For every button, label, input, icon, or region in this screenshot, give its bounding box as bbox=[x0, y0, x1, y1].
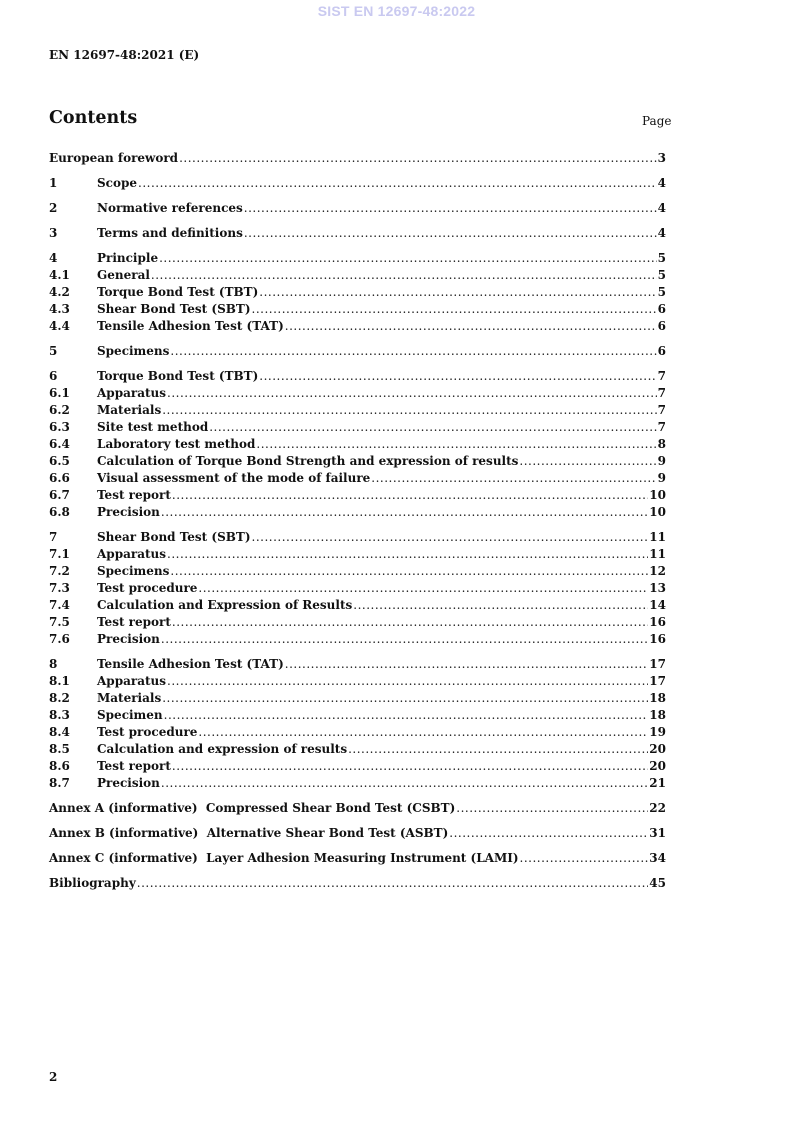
toc-entry[interactable] bbox=[49, 656, 666, 673]
toc-entry-title: Apparatus bbox=[97, 386, 166, 400]
toc-group bbox=[49, 200, 666, 217]
toc-entry[interactable] bbox=[49, 175, 666, 192]
toc-group bbox=[49, 529, 666, 648]
toc-entry-title: Materials bbox=[97, 691, 162, 705]
toc-entry-page: 4 bbox=[657, 176, 666, 190]
toc-dot-leader bbox=[256, 436, 656, 453]
toc-entry-page: 20 bbox=[649, 742, 666, 756]
toc-dot-leader bbox=[170, 563, 648, 580]
toc-dot-leader bbox=[172, 758, 648, 775]
toc-dot-leader bbox=[161, 775, 648, 792]
document-id: EN 12697-48:2021 (E) bbox=[49, 48, 200, 62]
toc-dot-leader bbox=[161, 631, 648, 648]
toc-entry-page: 5 bbox=[657, 268, 666, 282]
contents-heading: Contents bbox=[49, 108, 138, 128]
toc-group bbox=[49, 850, 666, 867]
toc-entry-page: 4 bbox=[657, 201, 666, 215]
toc-entry[interactable] bbox=[49, 402, 666, 419]
toc-dot-leader bbox=[198, 724, 648, 741]
toc-entry-title: Test procedure bbox=[97, 581, 198, 595]
toc-entry-title: Test report bbox=[97, 488, 171, 502]
toc-group bbox=[49, 150, 666, 167]
toc-entry-number: 6.5 bbox=[49, 454, 70, 468]
toc-entry-number: 4.2 bbox=[49, 285, 70, 299]
toc-entry-page: 3 bbox=[657, 151, 666, 165]
toc-entry-page: 18 bbox=[649, 691, 666, 705]
toc-entry[interactable] bbox=[49, 267, 666, 284]
toc-entry-title: Torque Bond Test (TBT) bbox=[97, 369, 259, 383]
toc-entry-title: General bbox=[97, 268, 150, 282]
toc-entry[interactable] bbox=[49, 301, 666, 318]
toc-entry[interactable] bbox=[49, 529, 666, 546]
toc-group bbox=[49, 368, 666, 521]
toc-entry[interactable] bbox=[49, 419, 666, 436]
toc-dot-leader bbox=[259, 284, 656, 301]
toc-entry-title: Principle bbox=[97, 251, 159, 265]
toc-entry-number: 6.4 bbox=[49, 437, 70, 451]
toc-entry-number: 7.4 bbox=[49, 598, 70, 612]
toc-entry-number: 8.7 bbox=[49, 776, 70, 790]
toc-entry-page: 7 bbox=[657, 369, 666, 383]
toc-entry-number: 4.3 bbox=[49, 302, 70, 316]
toc-entry[interactable] bbox=[49, 470, 666, 487]
toc-entry-page: 31 bbox=[649, 826, 666, 840]
toc-entry-page: 9 bbox=[657, 471, 666, 485]
toc-dot-leader bbox=[449, 825, 648, 842]
toc-entry-title: Terms and definitions bbox=[97, 226, 243, 240]
toc-entry-title: Bibliography bbox=[49, 876, 136, 890]
toc-dot-leader bbox=[172, 487, 648, 504]
toc-entry[interactable] bbox=[49, 724, 666, 741]
toc-entry-number: 4.4 bbox=[49, 319, 70, 333]
toc-entry-number: 1 bbox=[49, 176, 58, 190]
toc-entry-page: 22 bbox=[649, 801, 666, 815]
toc-entry-number: 7.2 bbox=[49, 564, 70, 578]
toc-dot-leader bbox=[519, 453, 656, 470]
toc-entry-page: 18 bbox=[649, 708, 666, 722]
toc-dot-leader bbox=[179, 150, 657, 167]
toc-entry[interactable] bbox=[49, 284, 666, 301]
toc-group bbox=[49, 875, 666, 892]
toc-group bbox=[49, 343, 666, 360]
toc-entry[interactable] bbox=[49, 597, 666, 614]
toc-entry-page: 4 bbox=[657, 226, 666, 240]
toc-entry-number: 4.1 bbox=[49, 268, 70, 282]
toc-entry-page: 17 bbox=[649, 674, 666, 688]
toc-entry-title: Tensile Adhesion Test (TAT) bbox=[97, 657, 284, 671]
toc-dot-leader bbox=[285, 318, 657, 335]
toc-entry-number: 8 bbox=[49, 657, 58, 671]
toc-dot-leader bbox=[151, 267, 657, 284]
toc-entry-title: Specimens bbox=[97, 564, 170, 578]
toc-entry[interactable] bbox=[49, 707, 666, 724]
toc-dot-leader bbox=[285, 656, 649, 673]
watermark: SIST EN 12697-48:2022 bbox=[317, 3, 476, 19]
toc-group bbox=[49, 250, 666, 335]
toc-entry-title: European foreword bbox=[49, 151, 179, 165]
toc-entry-page: 14 bbox=[649, 598, 666, 612]
toc-entry-page: 9 bbox=[657, 454, 666, 468]
toc-dot-leader bbox=[170, 343, 656, 360]
toc-entry-number: 3 bbox=[49, 226, 58, 240]
toc-entry[interactable] bbox=[49, 318, 666, 335]
toc-dot-leader bbox=[353, 597, 648, 614]
toc-entry-title: Visual assessment of the mode of failure bbox=[97, 471, 371, 485]
toc-entry-page: 21 bbox=[649, 776, 666, 790]
toc-entry[interactable] bbox=[49, 775, 666, 792]
toc-entry-number: 2 bbox=[49, 201, 58, 215]
toc-entry-page: 16 bbox=[649, 615, 666, 629]
toc-dot-leader bbox=[371, 470, 656, 487]
toc-entry[interactable] bbox=[49, 614, 666, 631]
toc-entry-title: Annex A (informative) Compressed Shear Bond Test (CSBT) bbox=[49, 801, 456, 815]
toc-entry[interactable] bbox=[49, 250, 666, 267]
toc-entry-title: Annex B (informative) Alternative Shear Bond Test (ASBT) bbox=[49, 826, 449, 840]
toc-entry-number: 7.3 bbox=[49, 581, 70, 595]
toc-entry-title: Test procedure bbox=[97, 725, 198, 739]
toc-entry-number: 6.1 bbox=[49, 386, 70, 400]
toc-entry-number: 8.5 bbox=[49, 742, 70, 756]
toc-entry-page: 10 bbox=[649, 505, 666, 519]
toc-entry[interactable] bbox=[49, 758, 666, 775]
toc-dot-leader bbox=[137, 875, 649, 892]
toc-entry[interactable] bbox=[49, 875, 666, 892]
toc-entry-page: 34 bbox=[649, 851, 666, 865]
toc-entry-number: 6.8 bbox=[49, 505, 70, 519]
toc-dot-leader bbox=[159, 250, 657, 267]
toc-entry-number: 6.6 bbox=[49, 471, 70, 485]
toc-entry[interactable] bbox=[49, 631, 666, 648]
toc-entry-title: Shear Bond Test (SBT) bbox=[97, 302, 251, 316]
toc-entry[interactable] bbox=[49, 200, 666, 217]
toc-group bbox=[49, 225, 666, 242]
toc-entry-page: 8 bbox=[657, 437, 666, 451]
toc-entry-title: Specimens bbox=[97, 344, 170, 358]
toc-entry-number: 8.4 bbox=[49, 725, 70, 739]
toc-dot-leader bbox=[456, 800, 648, 817]
toc-entry[interactable] bbox=[49, 504, 666, 521]
toc-entry-page: 12 bbox=[649, 564, 666, 578]
toc-entry-page: 5 bbox=[657, 251, 666, 265]
toc-entry-number: 6.3 bbox=[49, 420, 70, 434]
toc-entry[interactable] bbox=[49, 546, 666, 563]
toc-entry-title: Normative references bbox=[97, 201, 243, 215]
toc-entry-title: Specimen bbox=[97, 708, 163, 722]
toc-entry-page: 11 bbox=[649, 547, 666, 561]
toc-dot-leader bbox=[167, 673, 648, 690]
toc-entry-title: Calculation of Torque Bond Strength and expression of results bbox=[97, 454, 519, 468]
toc-entry[interactable] bbox=[49, 343, 666, 360]
toc-entry-page: 20 bbox=[649, 759, 666, 773]
toc-entry-number: 7.5 bbox=[49, 615, 70, 629]
toc-dot-leader bbox=[252, 301, 657, 318]
toc-entry[interactable] bbox=[49, 580, 666, 597]
toc-entry-page: 6 bbox=[657, 344, 666, 358]
toc-dot-leader bbox=[172, 614, 648, 631]
toc-dot-leader bbox=[244, 225, 657, 242]
toc-entry-title: Torque Bond Test (TBT) bbox=[97, 285, 259, 299]
toc-entry-number: 7.6 bbox=[49, 632, 70, 646]
toc-entry-number: 8.1 bbox=[49, 674, 70, 688]
toc-entry-number: 7.1 bbox=[49, 547, 70, 561]
toc-entry-title: Shear Bond Test (SBT) bbox=[97, 530, 251, 544]
toc-entry[interactable] bbox=[49, 800, 666, 817]
toc-entry-page: 7 bbox=[657, 386, 666, 400]
toc-entry-title: Test report bbox=[97, 615, 171, 629]
toc-entry-title: Apparatus bbox=[97, 547, 166, 561]
toc-entry-page: 45 bbox=[649, 876, 666, 890]
toc-entry[interactable] bbox=[49, 563, 666, 580]
toc-entry-title: Scope bbox=[97, 176, 138, 190]
toc-dot-leader bbox=[167, 546, 648, 563]
toc-dot-leader bbox=[162, 402, 656, 419]
toc-entry-number: 5 bbox=[49, 344, 58, 358]
toc-entry-number: 6.7 bbox=[49, 488, 70, 502]
toc-entry[interactable] bbox=[49, 850, 666, 867]
toc-entry[interactable] bbox=[49, 225, 666, 242]
toc-entry-page: 5 bbox=[657, 285, 666, 299]
toc-entry-page: 6 bbox=[657, 319, 666, 333]
toc-dot-leader bbox=[209, 419, 656, 436]
toc-dot-leader bbox=[244, 200, 657, 217]
toc-entry-title: Calculation and expression of results bbox=[97, 742, 348, 756]
toc-entry-number: 6.2 bbox=[49, 403, 70, 417]
toc-entry-number: 4 bbox=[49, 251, 58, 265]
toc-entry[interactable] bbox=[49, 690, 666, 707]
toc-entry-number: 7 bbox=[49, 530, 58, 544]
toc-entry-page: 7 bbox=[657, 403, 666, 417]
toc-entry-page: 7 bbox=[657, 420, 666, 434]
toc-dot-leader bbox=[520, 850, 649, 867]
toc-dot-leader bbox=[252, 529, 649, 546]
page-column-label: Page bbox=[642, 114, 672, 128]
toc-entry[interactable] bbox=[49, 487, 666, 504]
toc-entry-title: Materials bbox=[97, 403, 162, 417]
toc-entry[interactable] bbox=[49, 825, 666, 842]
page-number: 2 bbox=[49, 1070, 58, 1084]
toc-dot-leader bbox=[259, 368, 656, 385]
toc-dot-leader bbox=[138, 175, 657, 192]
toc-entry-page: 6 bbox=[657, 302, 666, 316]
toc-entry-title: Calculation and Expression of Results bbox=[97, 598, 353, 612]
toc-entry-title: Laboratory test method bbox=[97, 437, 256, 451]
toc-dot-leader bbox=[348, 741, 648, 758]
toc-entry-title: Precision bbox=[97, 776, 160, 790]
table-of-contents bbox=[49, 150, 666, 900]
toc-entry-page: 13 bbox=[649, 581, 666, 595]
toc-entry-title: Precision bbox=[97, 632, 160, 646]
toc-entry-title: Apparatus bbox=[97, 674, 166, 688]
toc-entry[interactable] bbox=[49, 385, 666, 402]
toc-entry[interactable] bbox=[49, 673, 666, 690]
toc-group bbox=[49, 175, 666, 192]
toc-dot-leader bbox=[198, 580, 648, 597]
toc-entry-page: 11 bbox=[649, 530, 666, 544]
toc-dot-leader bbox=[164, 707, 649, 724]
toc-entry-page: 19 bbox=[649, 725, 666, 739]
toc-entry-page: 17 bbox=[649, 657, 666, 671]
toc-entry[interactable] bbox=[49, 741, 666, 758]
toc-group bbox=[49, 656, 666, 792]
toc-entry-number: 6 bbox=[49, 369, 58, 383]
toc-dot-leader bbox=[167, 385, 657, 402]
toc-group bbox=[49, 800, 666, 817]
toc-entry-title: Site test method bbox=[97, 420, 209, 434]
toc-entry-number: 8.6 bbox=[49, 759, 70, 773]
toc-dot-leader bbox=[162, 690, 648, 707]
toc-entry-page: 10 bbox=[649, 488, 666, 502]
toc-entry[interactable] bbox=[49, 368, 666, 385]
toc-entry[interactable] bbox=[49, 150, 666, 167]
toc-entry[interactable] bbox=[49, 453, 666, 470]
toc-entry-number: 8.2 bbox=[49, 691, 70, 705]
toc-entry-title: Test report bbox=[97, 759, 171, 773]
toc-entry-page: 16 bbox=[649, 632, 666, 646]
toc-entry-title: Tensile Adhesion Test (TAT) bbox=[97, 319, 284, 333]
toc-group bbox=[49, 825, 666, 842]
toc-dot-leader bbox=[161, 504, 648, 521]
toc-entry[interactable] bbox=[49, 436, 666, 453]
toc-entry-title: Precision bbox=[97, 505, 160, 519]
toc-entry-number: 8.3 bbox=[49, 708, 70, 722]
toc-entry-title: Annex C (informative) Layer Adhesion Measuring Instrument (LAMI) bbox=[49, 851, 519, 865]
